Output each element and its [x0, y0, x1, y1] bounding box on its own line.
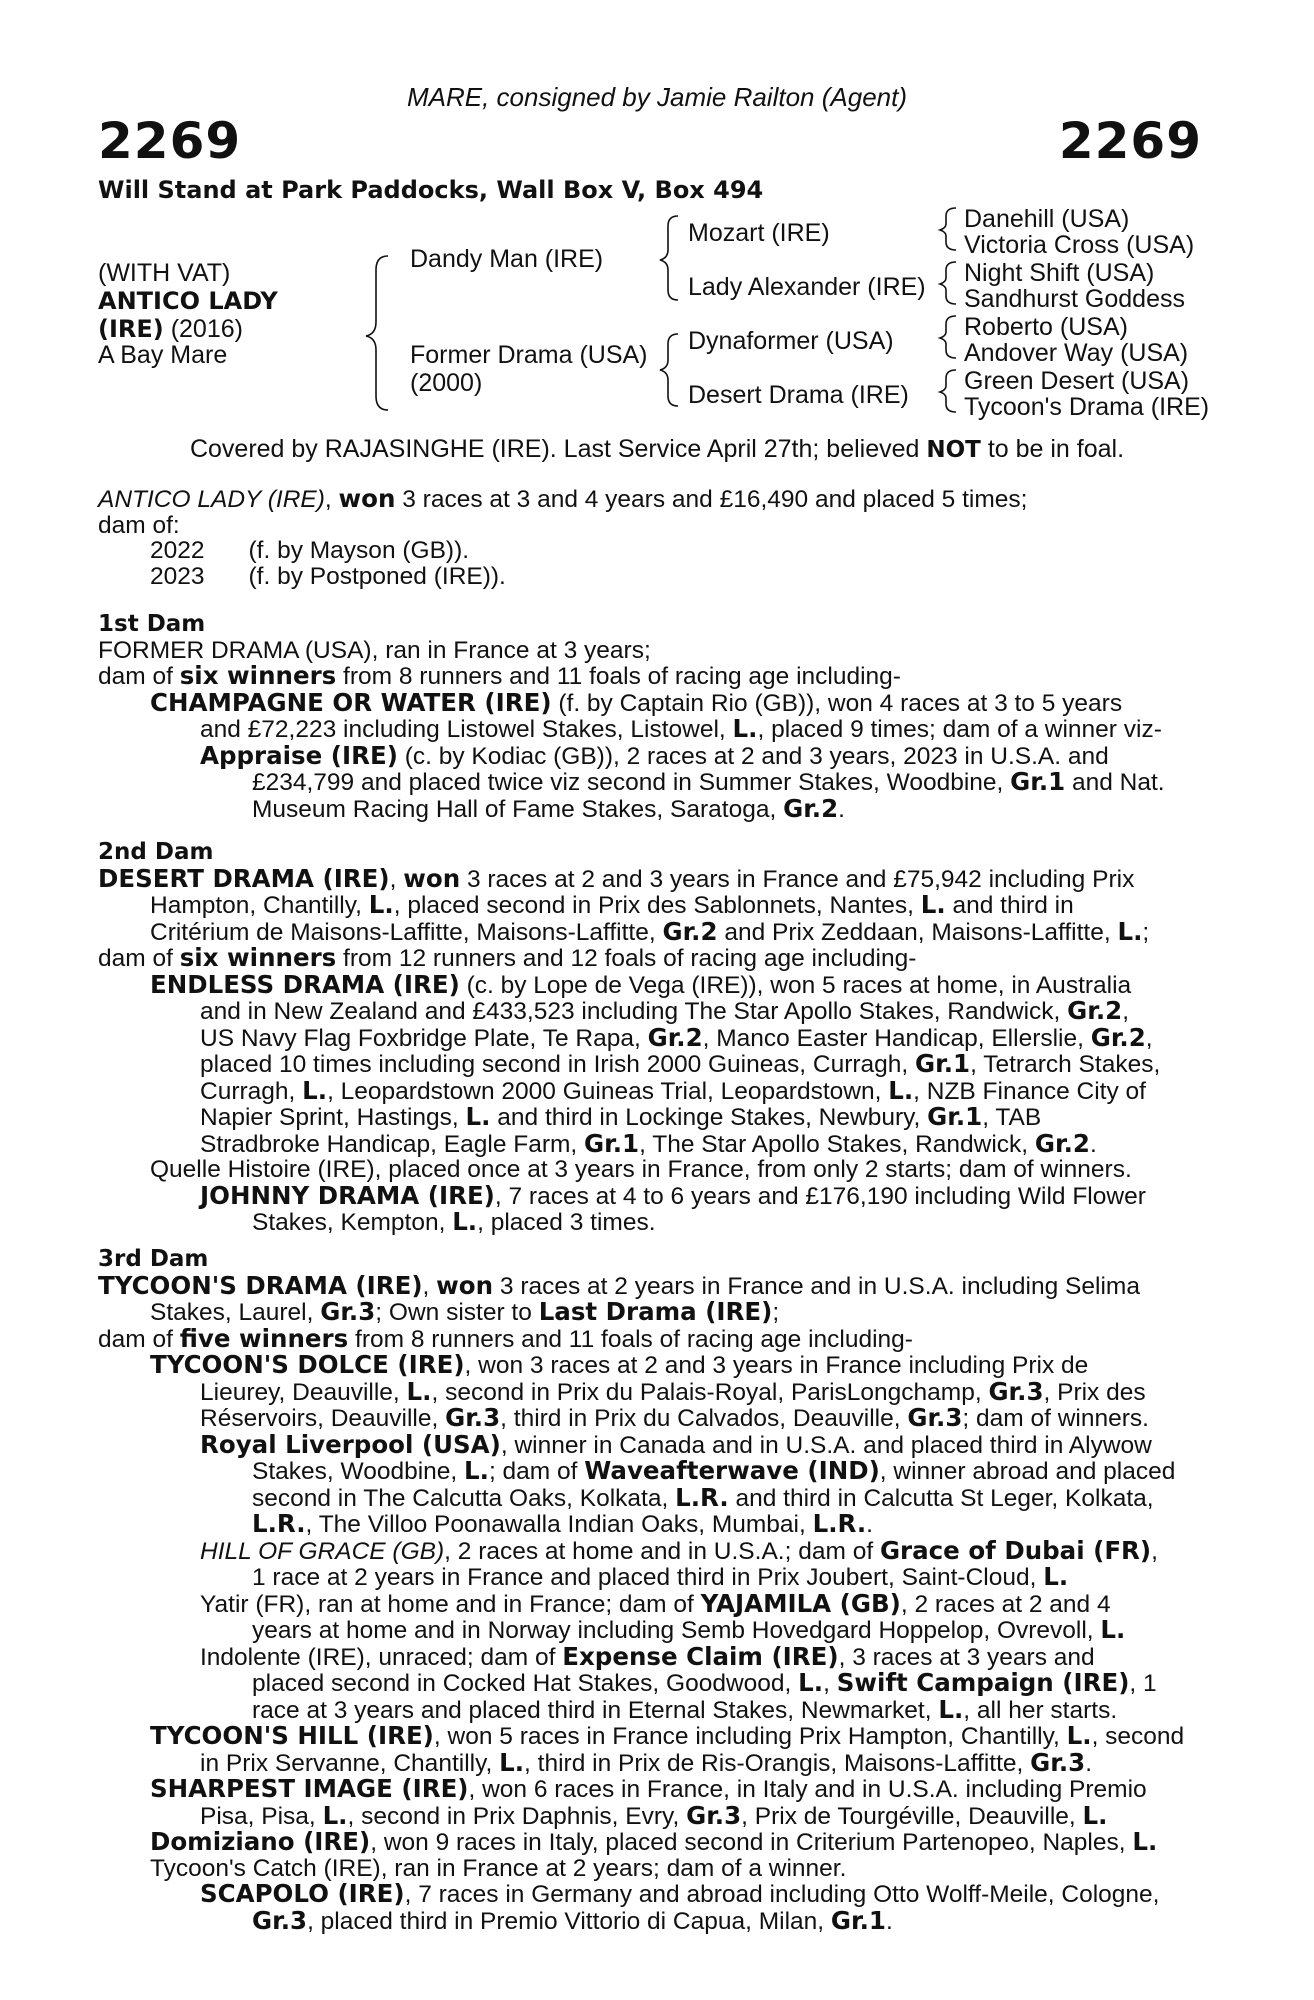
entry-scapolo: SCAPOLO (IRE), 7 races in Germany and abroad including Otto Wolff-Meile, Cologne,	[200, 1879, 1160, 1908]
produce-2022: 2022 (f. by Mayson (GB)).	[150, 537, 470, 564]
ped-dss: Roberto (USA)	[964, 313, 1128, 341]
brace-gen3-1	[940, 208, 956, 250]
produce-2023: 2023 (f. by Postponed (IRE)).	[150, 562, 506, 590]
entry-domiziano: Domiziano (IRE), won 9 races in Italy, placed second in Criterium Partenopeo, Naples, L.	[150, 1827, 1158, 1856]
dam-sire: Dynaformer (USA)	[688, 327, 894, 355]
brace-gen2-sire	[660, 216, 678, 300]
entry-endless-drama: ENDLESS DRAMA (IRE) (c. by Lope de Vega (IRE)), won 5 races at home, in Australia	[150, 969, 1132, 999]
sire-dam: Lady Alexander (IRE)	[688, 273, 926, 301]
dam-dam: Desert Drama (IRE)	[688, 381, 909, 409]
brace-gen1	[366, 256, 388, 410]
vat-label: (WITH VAT)	[98, 259, 231, 287]
lot-number-left: 2269	[98, 112, 242, 170]
sire: Dandy Man (IRE)	[410, 245, 604, 273]
second-dam-section: 2nd Dam DESERT DRAMA (IRE), won 3 races at 2 and 3 years in France and £75,942 including Prix Hampton, Chantilly, L., placed second in Prix des Sablonnets, Nantes, L. and third in Critérium de Maisons-Laffitte, Maisons-Laffitte, Gr.2 and Prix Zeddaan, Maisons-Laffitte, L.; dam of six winners from 12 runners and 12 foals of racing age including- ENDLESS DRAMA (IRE) (c. by Lope de Vega (IRE)), won 5 races at home, in Australia and in New Zealand and £433,523 including The Star Apollo Stakes, Randwick, Gr.2, US Navy Flag Foxbridge Plate, Te Rapa, Gr.2, Manco Easter Handicap, Ellerslie, Gr.2, placed 10 times including second in Irish 2000 Guineas, Curragh, Gr.1, Tetrarch Stakes, Curragh, L., Leopardstown 2000 Guineas Trial, Leopardstown, L., NZB Finance City of Napier Sprint, Hastings, L. and third in Lockinge Stakes, Newbury, Gr.1, TAB Stradbroke Handicap, Eagle Farm, Gr.1, The Star Apollo Stakes, Randwick, Gr.2. Quelle Histoire (IRE), placed once at 3 years in France, from only 2 starts; dam of winners. JOHNNY DRAMA (IRE), 7 races at 4 to 6 years and £176,190 including Wild Flower Stakes, Kempton, L., placed 3 times.	[98, 840, 1208, 1236]
entry-yatir: Yatir (FR), ran at home and in France; dam of YAJAMILA (GB), 2 races at 2 and 4	[200, 1588, 1111, 1618]
ped-dsd: Andover Way (USA)	[964, 339, 1189, 367]
entry-tycoons-hill: TYCOON'S HILL (IRE), won 5 races in France including Prix Hampton, Chantilly, L., second	[150, 1721, 1185, 1750]
first-dam-summary: dam of six winners from 8 runners and 11 foals of racing age including-	[98, 661, 901, 690]
entry-quelle-histoire: Quelle Histoire (IRE), placed once at 3 years in France, from only 2 starts; dam of winners.	[150, 1156, 1132, 1183]
dam: Former Drama (USA)	[410, 341, 648, 369]
entry-sharpest-image: SHARPEST IMAGE (IRE), won 6 races in France, in Italy and in U.S.A. including Premio	[150, 1774, 1147, 1803]
ped-sss: Danehill (USA)	[964, 205, 1130, 233]
entry-champagne: CHAMPAGNE OR WATER (IRE) (f. by Captain Rio (GB)), won 4 races at 3 to 5 years	[150, 687, 1123, 717]
sire-sire: Mozart (IRE)	[688, 219, 830, 247]
entry-tycoons-dolce: TYCOON'S DOLCE (IRE), won 3 races at 2 and 3 years in France including Prix de	[150, 1350, 1089, 1379]
dam-year: (2000)	[410, 369, 483, 397]
third-dam-heading: 3rd Dam	[98, 1246, 209, 1272]
entry-royal-liverpool: Royal Liverpool (USA), winner in Canada and in U.S.A. and placed third in Alywow	[200, 1429, 1152, 1459]
entry-tycoons-catch: Tycoon's Catch (IRE), ran in France at 2 years; dam of a winner.	[150, 1854, 847, 1882]
lot-number-right: 2269	[1058, 112, 1202, 170]
ped-ssd: Victoria Cross (USA)	[964, 231, 1195, 259]
ped-dds: Green Desert (USA)	[964, 367, 1190, 395]
entry-indolente: Indolente (IRE), unraced; dam of Expense Claim (IRE), 3 races at 3 years and	[200, 1641, 1095, 1671]
brace-gen3-3	[940, 316, 956, 358]
intro-line: ANTICO LADY (IRE), won 3 races at 3 and 4 years and £16,490 and placed 5 times;	[98, 484, 1028, 513]
horse-name-year: (IRE) (2016)	[98, 315, 243, 343]
first-dam-heading: 1st Dam	[98, 611, 206, 637]
covered-line: Covered by RAJASINGHE (IRE). Last Service April 27th; believed NOT to be in foal.	[189, 435, 1125, 463]
first-dam-section: 1st Dam FORMER DRAMA (USA), ran in France at 3 years; dam of six winners from 8 runners and 11 foals of racing age including- CHAMPAGNE OR WATER (IRE) (f. by Captain Rio (GB)), won 4 races at 3 to 5 years and £72,223 including Listowel Stakes, Listowel, L., placed 9 times; dam of a winner viz- Appraise (IRE) (c. by Kodiac (GB)), 2 races at 2 and 3 years, 2023 in U.S.A. and £234,799 and placed twice viz second in Summer Stakes, Woodbine, Gr.1 and Nat. Museum Racing Hall of Fame Stakes, Saratoga, Gr.2.	[98, 612, 1208, 822]
first-dam-line: FORMER DRAMA (USA), ran in France at 3 years;	[98, 636, 651, 664]
ped-sdd: Sandhurst Goddess	[964, 285, 1185, 313]
entry-hill-of-grace: HILL OF GRACE (GB), 2 races at home and in U.S.A.; dam of Grace of Dubai (FR),	[200, 1535, 1158, 1565]
stand-location: Will Stand at Park Paddocks, Wall Box V, Box 494	[98, 176, 764, 204]
horse-name: ANTICO LADY	[98, 287, 278, 315]
intro-damof: dam of:	[98, 511, 180, 539]
entry-johnny-drama: JOHNNY DRAMA (IRE), 7 races at 4 to 6 years and £176,190 including Wild Flower	[200, 1180, 1146, 1210]
consignor-line: MARE, consigned by Jamie Railton (Agent)	[406, 82, 907, 112]
ped-ddd: Tycoon's Drama (IRE)	[964, 393, 1210, 421]
brace-gen3-4	[940, 370, 956, 412]
brace-gen2-dam	[660, 334, 678, 406]
third-dam-section: 3rd Dam TYCOON'S DRAMA (IRE), won 3 races at 2 years in France and in U.S.A. including Selima Stakes, Laurel, Gr.3; Own sister to Last Drama (IRE); dam of five winners from 8 runners and 11 foals of racing age including- TYCOON'S DOLCE (IRE), won 3 races at 2 and 3 years in France including Prix de Lieurey, Deauville, L., second in Prix du Palais-Royal, ParisLongchamp, Gr.3, Prix des Réservoirs, Deauville, Gr.3, third in Prix du Calvados, Deauville, Gr.3; dam of winners. Royal Liverpool (USA), winner in Canada and in U.S.A. and placed third in Alywow Stakes, Woodbine, L.; dam of Waveafterwave (IND), winner abroad and placed second in The Calcutta Oaks, Kolkata, L.R. and third in Calcutta St Leger, Kolkata, L.R., The Villoo Poonawalla Indian Oaks, Mumbai, L.R.. HILL OF GRACE (GB), 2 races at home and in U.S.A.; dam of Grace of Dubai (FR), 1 race at 2 years in France and placed third in Prix Joubert, Saint-Cloud, L. Yatir (FR), ran at home and in France; dam of YAJAMILA (GB), 2 races at 2 and 4 years at home and in Norway including Semb Hovedgard Hoppelop, Ovrevoll, L. Indolente (IRE), unraced; dam of Expense Claim (IRE), 3 races at 3 years and placed second in Cocked Hat Stakes, Goodwood, L., Swift Campaign (IRE), 1 race at 3 years and placed third in Eternal Stakes, Newmarket, L., all her starts. TYCOON'S HILL (IRE), won 5 races in France including Prix Hampton, Chantilly, L., second in Prix Servanne, Chantilly, L., third in Prix de Ris-Orangis, Maisons-Laffitte, Gr.3. SHARPEST IMAGE (IRE), won 6 races in France, in Italy and in U.S.A. including Premio Pisa, Pisa, L., second in Prix Daphnis, Evry, Gr.3, Prix de Tourgéville, Deauville, L. Domiziano (IRE), won 9 races in Italy, placed second in Criterium Partenopeo, Naples, L. Tycoon's Catch (IRE), ran in France at 2 years; dam of a winner. SCAPOLO (IRE), 7 races in Germany and abroad including Otto Wolff-Meile, Cologne, Gr.3, placed third in Premio Vittorio di Capua, Milan, Gr.1.	[98, 1247, 1208, 1934]
entry-appraise: Appraise (IRE) (c. by Kodiac (GB)), 2 races at 2 and 3 years, 2023 in U.S.A. and	[200, 740, 1109, 770]
horse-description: A Bay Mare	[98, 341, 228, 369]
second-dam-heading: 2nd Dam	[98, 839, 214, 865]
ped-sds: Night Shift (USA)	[964, 259, 1155, 287]
intro-section	[98, 486, 1208, 589]
brace-gen3-2	[940, 262, 956, 304]
